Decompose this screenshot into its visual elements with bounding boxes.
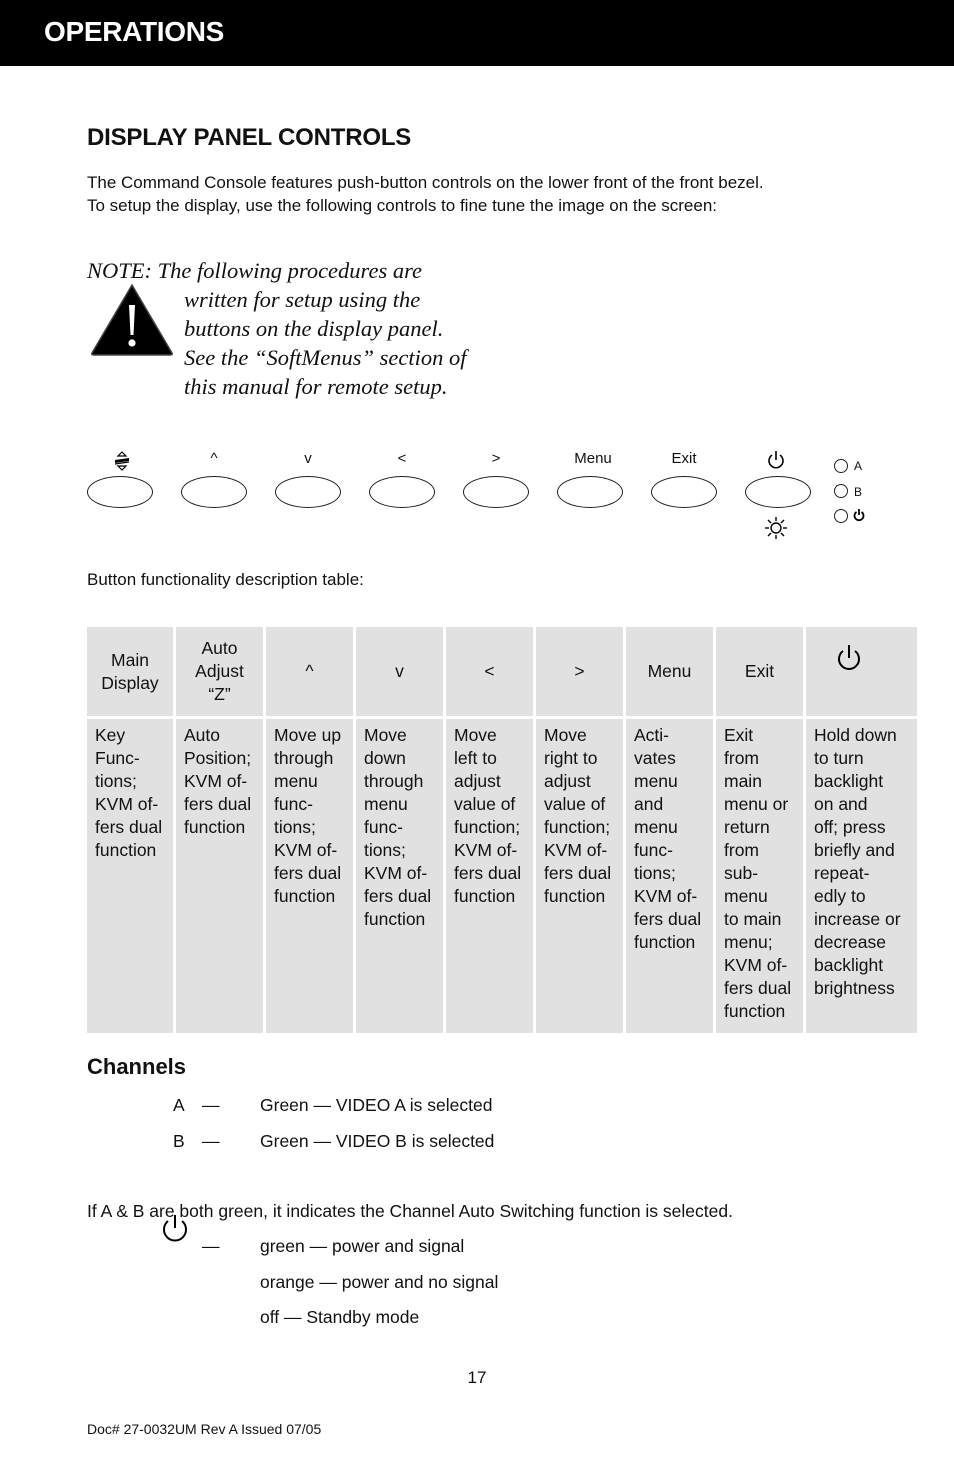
main-display-icon [112, 451, 132, 471]
power-icon [836, 643, 862, 673]
section-title: DISPLAY PANEL CONTROLS [87, 124, 412, 151]
intro-line-1: The Command Console features push-button controls on the lower front of the front bezel. [87, 173, 764, 192]
table-header-label: < [484, 661, 495, 681]
led-b [834, 484, 848, 498]
header-bar [0, 0, 954, 66]
intro-text [87, 171, 907, 217]
right-button[interactable] [463, 476, 529, 508]
note-line-4: See the “SoftMenus” section of [184, 345, 467, 370]
up-button[interactable] [181, 476, 247, 508]
header-title: OPERATIONS [44, 16, 225, 47]
table-cell: Hold down to turn backlight on and off; press briefly and repeat- edly to increase or decrease backlight brightness [806, 719, 917, 1033]
table-cell: Exit from main menu or return from sub- menu to main menu; KVM of- fers dual function [716, 719, 803, 1033]
power-button[interactable] [745, 476, 811, 508]
table-header-cell [806, 627, 917, 716]
channel-a-key: A [173, 1095, 185, 1115]
channels-title: Channels [87, 1054, 187, 1079]
channel-a-dash: — [202, 1095, 220, 1115]
exit-button[interactable] [651, 476, 717, 508]
power-icon [161, 1212, 189, 1242]
power-state-off: off — Standby mode [260, 1307, 420, 1327]
power-state-green: green — power and signal [260, 1236, 465, 1256]
table-header-cell [176, 627, 263, 716]
table-header-cell [356, 627, 443, 716]
panel-label-down: v [304, 450, 312, 467]
table-cell: Acti- vates menu and menu func- tions; KVM of- fers dual function [626, 719, 713, 1033]
doc-id: Doc# 27-0032UM Rev A Issued 07/05 [87, 1421, 322, 1437]
panel-label-right: > [491, 450, 501, 467]
page-number: 17 [467, 1368, 487, 1387]
power-dash: — [202, 1236, 220, 1256]
table-header-cell [536, 627, 623, 716]
table-caption: Button functionality description table: [87, 570, 364, 589]
table-header-cell [716, 627, 803, 716]
table-header-cell [626, 627, 713, 716]
power-icon [767, 450, 785, 470]
panel-label-left: < [397, 450, 407, 467]
table-header-cell [87, 627, 173, 716]
led-a [834, 459, 848, 473]
intro-line-2: To setup the display, use the following controls to fine tune the image on the screen: [87, 196, 718, 215]
table-cell: Move left to adjust value of function; KVM of- fers dual function [446, 719, 533, 1033]
panel-label-up: ^ [210, 450, 218, 467]
table-cell: Move down through menu func- tions; KVM of- fers dual function [356, 719, 443, 1033]
menu-button[interactable] [557, 476, 623, 508]
power-state-orange: orange — power and no signal [260, 1272, 499, 1292]
table-header-label: Menu [647, 661, 692, 681]
table-cell: Move right to adjust value of function; KVM of- fers dual function [536, 719, 623, 1033]
note-line-5: this manual for remote setup. [184, 374, 448, 399]
button-function-table [84, 624, 920, 1036]
channel-b-text: Green — VIDEO B is selected [260, 1131, 495, 1151]
down-button[interactable] [275, 476, 341, 508]
led-a-label: A [854, 459, 863, 473]
note-line-1: NOTE: The following procedures are [87, 258, 422, 283]
note-line-3: buttons on the display panel. [184, 316, 444, 341]
auto-switch-note: If A & B are both green, it indicates the Channel Auto Switching function is selected. [87, 1201, 733, 1221]
led-b-label: B [854, 485, 863, 499]
table-header-label: Auto Adjust “Z” [195, 638, 244, 704]
warning-triangle-icon [90, 283, 174, 357]
channel-b-dash: — [202, 1131, 220, 1151]
main-display-button[interactable] [87, 476, 153, 508]
panel-label-menu: Menu [574, 450, 612, 467]
table-header-label: Main Display [101, 649, 159, 693]
power-led-icon [853, 508, 865, 522]
table-header-label: > [574, 661, 585, 681]
panel-label-exit: Exit [671, 450, 697, 467]
table-header-label: v [395, 661, 404, 681]
table-header-label: Exit [744, 661, 775, 681]
table-cell: Move up through menu func- tions; KVM of- fers dual function [266, 719, 353, 1033]
table-header-row [87, 627, 917, 716]
table-header-cell [266, 627, 353, 716]
display-panel-diagram [0, 440, 954, 550]
table-cell: Key Func- tions; KVM of- fers dual function [87, 719, 173, 1033]
table-header-label: ^ [305, 661, 314, 681]
note-line-2: written for setup using the [184, 287, 421, 312]
table-row [87, 719, 917, 1033]
channel-a-text: Green — VIDEO A is selected [260, 1095, 493, 1115]
brightness-icon [764, 516, 788, 540]
channel-b-key: B [173, 1131, 185, 1151]
led-power [834, 509, 848, 523]
table-header-cell [446, 627, 533, 716]
table-cell: Auto Position; KVM of- fers dual function [176, 719, 263, 1033]
left-button[interactable] [369, 476, 435, 508]
